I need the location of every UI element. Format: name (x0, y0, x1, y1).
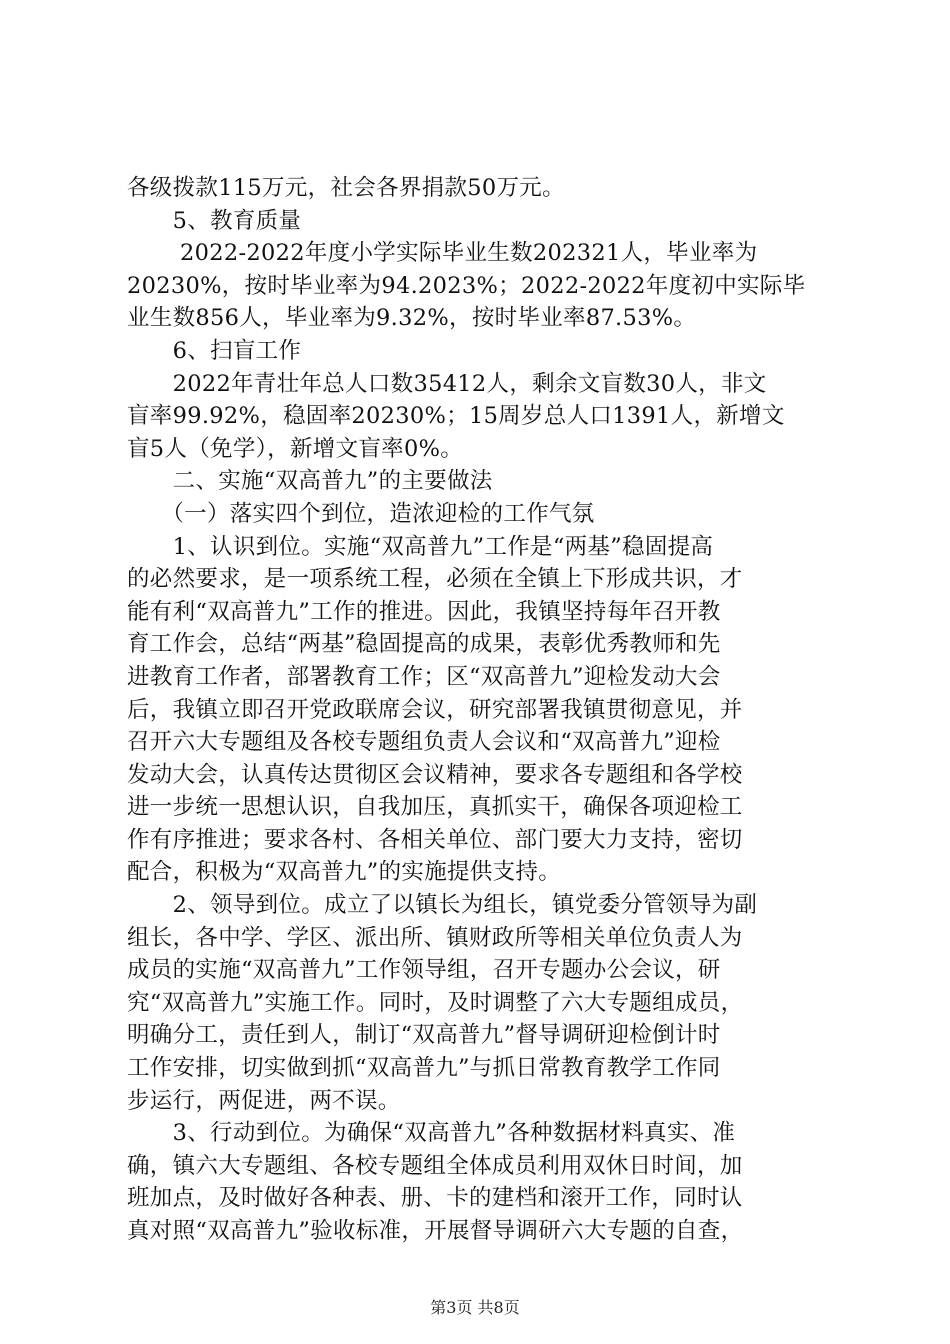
text-line: 工作安排，切实做到抓“双高普九”与抓日常教育教学工作同 (127, 1055, 721, 1082)
section-heading: 5、教育质量 (127, 207, 302, 234)
text-line: 进教育工作者，部署教育工作；区“双高普九”迎检发动大会 (127, 663, 721, 690)
text-line: 业生数856人，毕业率为9.32%，按时毕业率87.53%。 (127, 305, 697, 332)
text-line: 召开六大专题组及各校专题组负责人会议和“双高普九”迎检 (127, 729, 721, 756)
text-line: 盲5人（免学），新增文盲率0%。 (127, 435, 464, 462)
text-line: 能有利“双高普九”工作的推进。因此，我镇坚持每年召开教 (127, 598, 721, 625)
text-line: 后，我镇立即召开党政联席会议，研究部署我镇贯彻意见，并 (127, 696, 743, 723)
text-line: 2022-2022年度小学实际毕业生数202321人，毕业率为 (127, 240, 758, 267)
document-body (127, 172, 837, 1248)
text-line: 究“双高普九”实施工作。同时，及时调整了六大专题组成员， (127, 989, 744, 1016)
text-line: 盲率99.92%，稳固率20230%；15周岁总人口1391人，新增文 (127, 403, 785, 430)
text-line: 步运行，两促进，两不误。 (127, 1087, 401, 1114)
text-line: 3、行动到位。为确保“双高普九”各种数据材料真实、准 (127, 1120, 736, 1147)
section-heading: 二、实施“双高普九”的主要做法 (127, 468, 493, 495)
text-line: 配合，积极为“双高普九”的实施提供支持。 (127, 859, 562, 886)
text-line: 班加点，及时做好各种表、册、卡的建档和滚开工作，同时认 (127, 1185, 743, 1212)
page-number-footer: 第3页 共8页 (430, 1298, 520, 1317)
text-line: 20230%，按时毕业率为94.2023%；2022-2022年度初中实际毕 (127, 272, 806, 299)
text-line: 组长，各中学、学区、派出所、镇财政所等相关单位负责人为 (127, 924, 743, 951)
text-line: 真对照“双高普九”验收标准，开展督导调研六大专题的自查， (127, 1218, 744, 1244)
text-line: 各级拨款115万元，社会各界捐款50万元。 (127, 175, 565, 201)
text-line: 成员的实施“双高普九”工作领导组，召开专题办公会议，研 (127, 957, 721, 984)
text-line: 2、领导到位。成立了以镇长为组长，镇党委分管领导为副 (127, 892, 758, 919)
section-heading: 6、扫盲工作 (127, 337, 302, 364)
text-line: 发动大会，认真传达贯彻区会议精神，要求各专题组和各学校 (127, 761, 743, 788)
text-line: 确，镇六大专题组、各校专题组全体成员利用双休日时间，加 (127, 1152, 743, 1179)
text-line: 育工作会，总结“两基”稳固提高的成果，表彰优秀教师和先 (127, 631, 721, 658)
text-line: 1、认识到位。实施“双高普九”工作是“两基”稳固提高 (127, 533, 714, 560)
section-heading: （一）落实四个到位，造浓迎检的工作气氛 (127, 500, 595, 527)
text-line: 2022年青壮年总人口数35412人，剩余文盲数30人，非文 (127, 370, 767, 397)
text-line: 明确分工，责任到人，制订“双高普九”督导调研迎检倒计时 (127, 1022, 721, 1049)
text-line: 作有序推进；要求各村、各相关单位、部门要大力支持，密切 (127, 826, 743, 853)
text-line: 进一步统一思想认识，自我加压，真抓实干，确保各项迎检工 (127, 794, 743, 821)
text-line: 的必然要求，是一项系统工程，必须在全镇上下形成共识，才 (127, 566, 743, 593)
